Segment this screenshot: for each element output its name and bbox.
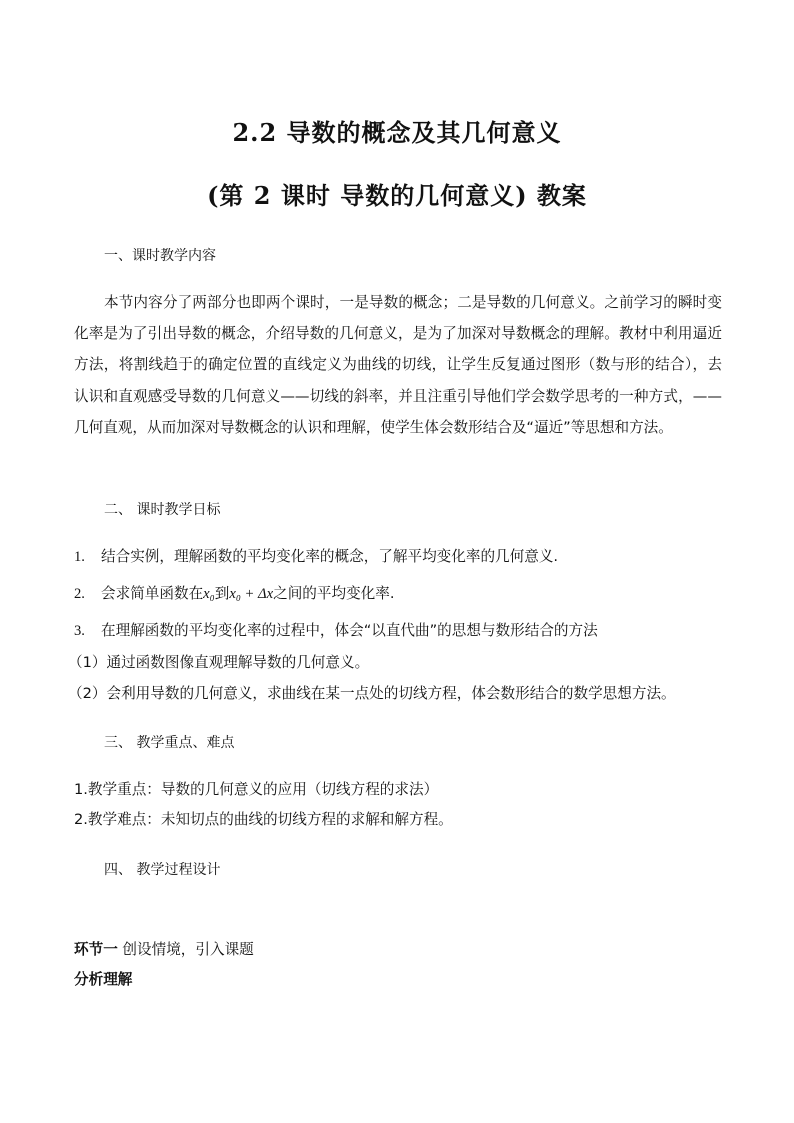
section-heading-2: 二、 课时教学日标: [104, 502, 221, 518]
section-heading-3: 三、 教学重点、难点: [104, 735, 235, 751]
stage-subheading: 分析理解: [74, 971, 133, 988]
objective-text: 结合实例，理解函数的平均变化率的概念，了解平均变化率的几何意义.: [101, 548, 559, 565]
key-point-item: 1.教学重点：导数的几何意义的应用（切线方程的求法）: [74, 781, 439, 798]
objective-number: 1.: [74, 549, 85, 565]
stage-title: 创设情境，引入课题: [117, 941, 254, 958]
objective-item-3: [74, 619, 598, 640]
stage-heading: [74, 938, 254, 959]
section-heading-4: 四、 教学过程设计: [104, 862, 221, 878]
objective-text: 会求简单函数在: [101, 585, 204, 602]
objective-subitem-2: （2）会利用导数的几何意义，求曲线在某一点处的切线方程，体会数形结合的数学思想方法。: [68, 685, 676, 702]
section-heading-1: 一、课时教学内容: [104, 248, 216, 264]
objective-text: 到: [214, 585, 230, 602]
objective-number: 2.: [74, 586, 85, 602]
objective-item-2: [74, 582, 394, 603]
math-x0-plus-dx: x₀ + Δx: [229, 586, 274, 602]
objective-text: 在理解函数的平均变化率的过程中，体会“以直代曲”的思想与数形结合的方法: [101, 622, 598, 639]
section-1-paragraph: 本节内容分了两部分也即两个课时，一是导数的概念；二是导数的几何意义。之前学习的瞬时变化率是为了引出导数的概念，介绍导数的几何意义，是为了加深对导数概念的理解。教材中利用逼近方法，将割线趋于的确定位置的直线定义为曲线的切线，让学生反复通过图形（数与形的结合），去认识和直观感受导数的几何意义——切线的斜率，并且注重引导他们学会数学思考的一种方式，——几何直观，从而加深对导数概念的认识和理解，使学生体会数形结合及“逼近”等思想和方法。: [74, 294, 722, 436]
objective-number: 3.: [74, 623, 85, 639]
difficulty-item: 2.教学难点：未知切点的曲线的切线方程的求解和解方程。: [74, 811, 453, 828]
math-x0: x₀: [203, 586, 215, 602]
objective-text: 之间的平均变化率.: [273, 585, 395, 602]
page-subtitle: (第 2 课时 导数的几何意义) 教案: [207, 181, 587, 210]
objective-subitem-1: （1）通过函数图像直观理解导数的几何意义。: [68, 654, 370, 671]
stage-label: 环节一: [74, 941, 118, 958]
objective-item-1: [74, 545, 558, 566]
page-title: 2.2 导数的概念及其几何意义: [232, 118, 562, 147]
